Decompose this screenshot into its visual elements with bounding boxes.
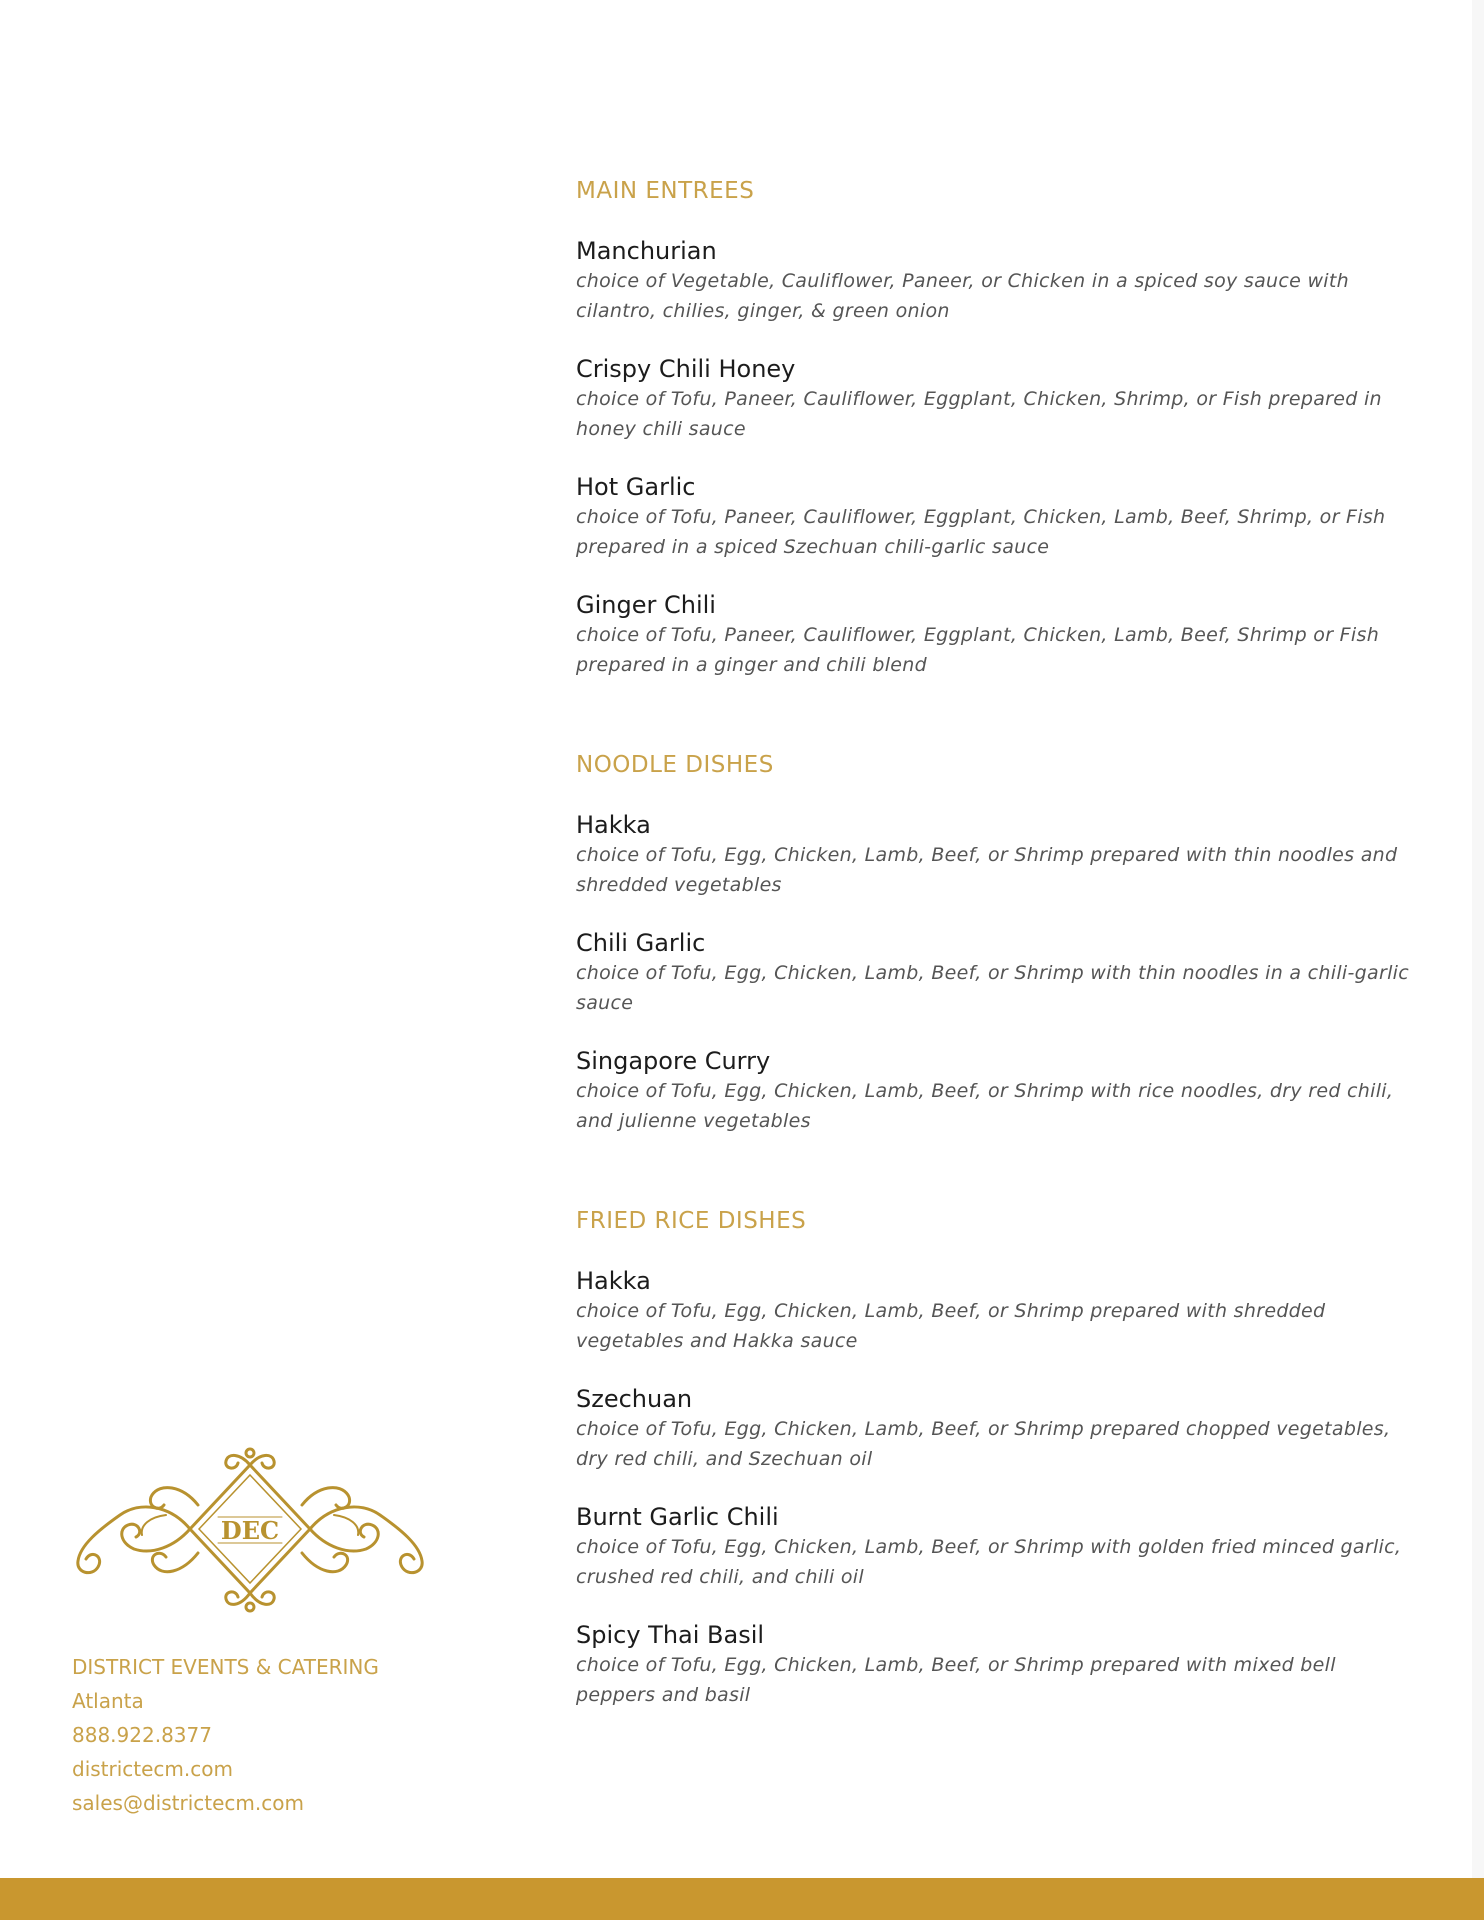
item-description: choice of Tofu, Paneer, Cauliflower, Eggplant, Chicken, Lamb, Beef, Shrimp or Fish prepared in a ginger and chili blend [576, 624, 1380, 676]
menu-item [576, 928, 1416, 1018]
item-name: Szechuan [576, 1385, 693, 1413]
section-title: FRIED RICE DISHES [576, 1208, 807, 1234]
item-name: Ginger Chili [576, 591, 716, 619]
item-description: choice of Tofu, Egg, Chicken, Lamb, Beef, or Shrimp prepared chopped vegetables, dry red chili, and Szechuan oil [576, 1418, 1391, 1470]
phone-number: 888.922.8377 [72, 1723, 212, 1747]
menu-item [576, 354, 1416, 444]
menu-item [576, 1620, 1416, 1710]
menu-item [576, 1266, 1416, 1356]
section-main-entrees [576, 176, 1416, 680]
item-name: Manchurian [576, 237, 717, 265]
item-name: Hakka [576, 811, 651, 839]
logo-monogram-text: DEC [220, 1516, 280, 1545]
item-description: choice of Tofu, Paneer, Cauliflower, Eggplant, Chicken, Shrimp, or Fish prepared in honey chili sauce [576, 388, 1382, 440]
item-name: Crispy Chili Honey [576, 355, 796, 383]
item-name: Burnt Garlic Chili [576, 1503, 779, 1531]
item-description: choice of Tofu, Egg, Chicken, Lamb, Beef, or Shrimp with golden fried minced garlic, crushed red chili, and chili oil [576, 1536, 1402, 1588]
menu-item [576, 590, 1416, 680]
item-description: choice of Tofu, Egg, Chicken, Lamb, Beef, or Shrimp prepared with shredded vegetables and Hakka sauce [576, 1300, 1326, 1352]
item-description: choice of Tofu, Paneer, Cauliflower, Eggplant, Chicken, Lamb, Beef, Shrimp, or Fish prepared in a spiced Szechuan chili-garlic sauce [576, 506, 1386, 558]
contact-block [72, 1650, 379, 1820]
menu-item [576, 1384, 1416, 1474]
website-link[interactable]: districtecm.com [72, 1757, 233, 1781]
item-name: Singapore Curry [576, 1047, 771, 1075]
city: Atlanta [72, 1689, 144, 1713]
section-noodle-dishes [576, 750, 1416, 1136]
section-title: MAIN ENTREES [576, 178, 755, 204]
item-description: choice of Tofu, Egg, Chicken, Lamb, Beef, or Shrimp prepared with mixed bell peppers and basil [576, 1654, 1336, 1706]
menu-item [576, 472, 1416, 562]
email-link[interactable]: sales@districtecm.com [72, 1791, 304, 1815]
footer-bar [0, 1878, 1484, 1920]
menu-item [576, 810, 1416, 900]
section-title: NOODLE DISHES [576, 752, 774, 778]
menu-item [576, 1502, 1416, 1592]
menu-item [576, 1046, 1416, 1136]
item-description: choice of Vegetable, Cauliflower, Paneer, or Chicken in a spiced soy sauce with cilantro, chilies, ginger, & green onion [576, 270, 1349, 322]
item-description: choice of Tofu, Egg, Chicken, Lamb, Beef, or Shrimp with rice noodles, dry red chili, and julienne vegetables [576, 1080, 1394, 1132]
menu-item [576, 236, 1416, 326]
item-name: Chili Garlic [576, 929, 706, 957]
item-description: choice of Tofu, Egg, Chicken, Lamb, Beef, or Shrimp with thin noodles in a chili-garlic sauce [576, 962, 1409, 1014]
section-fried-rice-dishes [576, 1206, 1416, 1710]
page-edge [1472, 0, 1484, 1920]
item-name: Hakka [576, 1267, 651, 1295]
menu-content [576, 176, 1416, 1780]
item-name: Hot Garlic [576, 473, 696, 501]
ornate-monogram-logo-icon [70, 1445, 430, 1625]
company-name: DISTRICT EVENTS & CATERING [72, 1655, 379, 1679]
item-description: choice of Tofu, Egg, Chicken, Lamb, Beef, or Shrimp prepared with thin noodles and shredded vegetables [576, 844, 1398, 896]
item-name: Spicy Thai Basil [576, 1621, 765, 1649]
